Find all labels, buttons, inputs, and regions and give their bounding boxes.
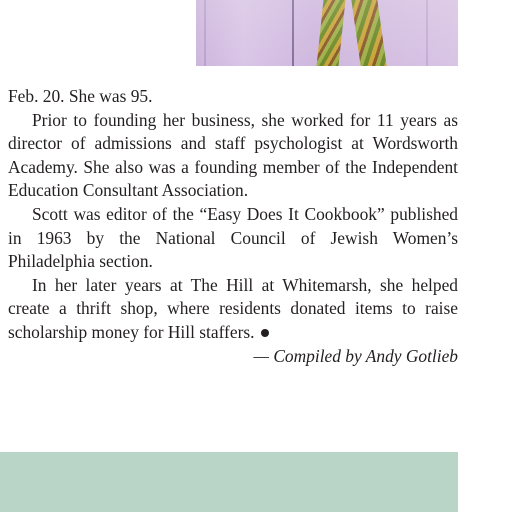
article-paragraph-last bbox=[8, 274, 458, 345]
article-paragraph-text: In her later years at The Hill at Whitemarsh, she helped create a thrift shop, where residents donated items to raise scholarship money for Hill staffers. bbox=[8, 274, 458, 342]
article-lead-line: Feb. 20. She was 95. bbox=[8, 86, 153, 106]
color-band bbox=[0, 452, 458, 512]
obituary-article bbox=[8, 85, 458, 368]
end-of-story-bullet-icon bbox=[261, 329, 269, 337]
article-photo bbox=[196, 0, 458, 66]
photo-sheen bbox=[196, 0, 458, 66]
article-credit: — Compiled by Andy Gotlieb bbox=[253, 345, 458, 366]
article-paragraph: Prior to founding her business, she worked for 11 years as director of admissions and staff psychologist at Wordsworth Academy. She also was a founding member of the Independent Education Consultant Association. bbox=[8, 109, 458, 201]
article-paragraph: Scott was editor of the “Easy Does It Cookbook” published in 1963 by the National Council of Jewish Women’s Philadelphia section. bbox=[8, 203, 458, 272]
